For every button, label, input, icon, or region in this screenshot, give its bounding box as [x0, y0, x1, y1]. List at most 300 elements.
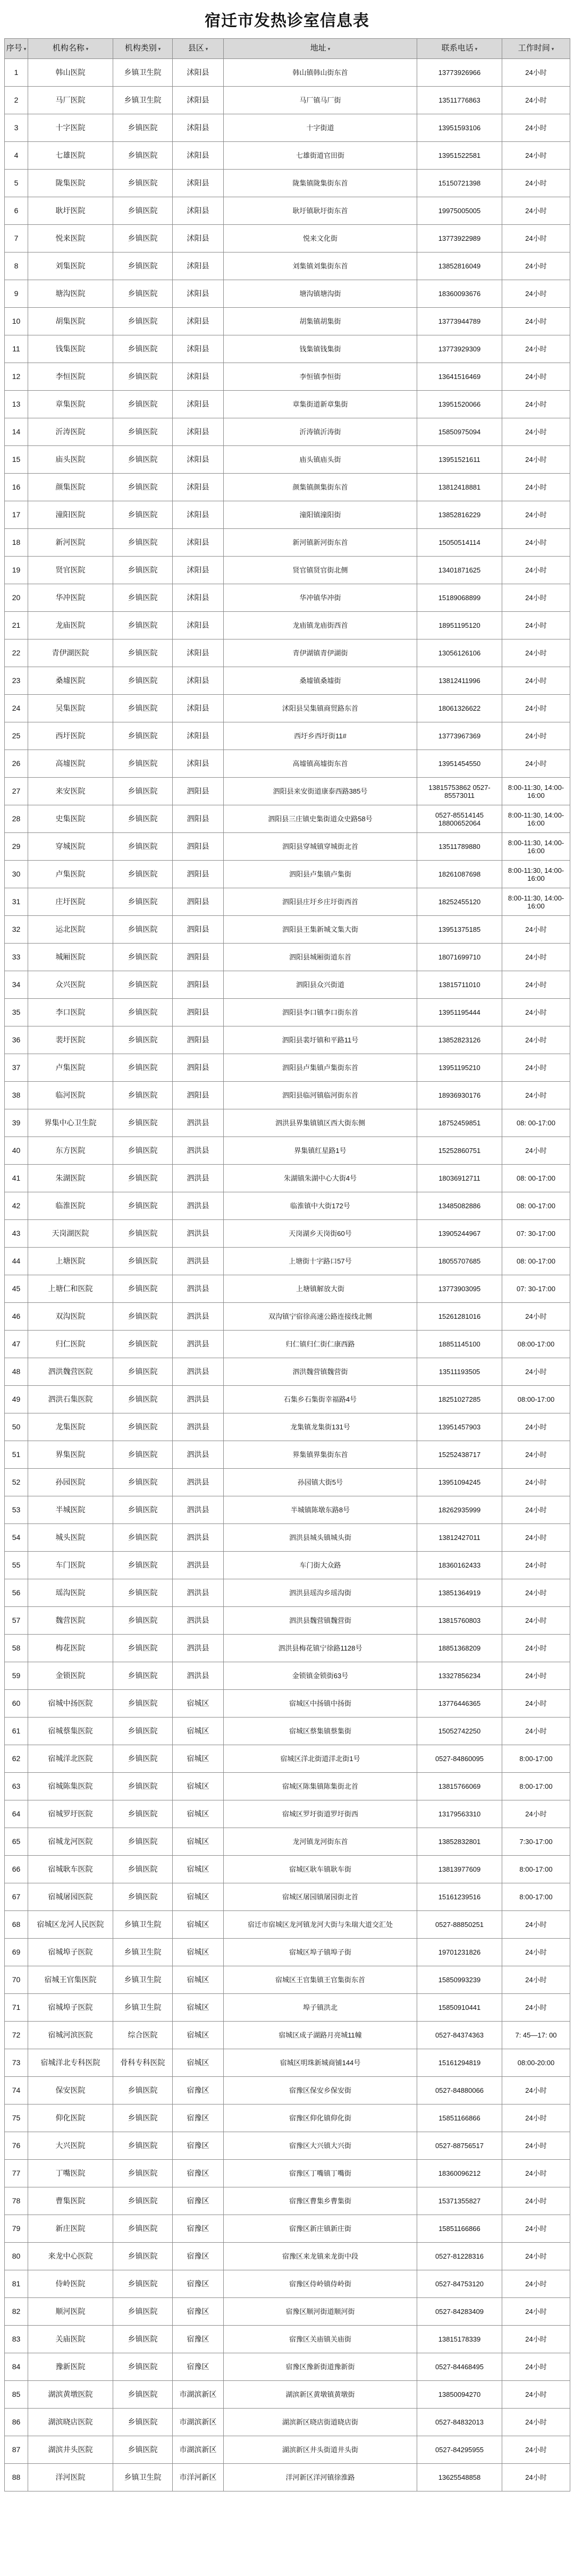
- cell-address: 界集镇界集街东首: [224, 1441, 417, 1469]
- cell-phone: 15850975094: [417, 418, 502, 446]
- cell-category: 乡镇医院: [113, 2381, 173, 2409]
- table-row: [5, 612, 570, 639]
- cell-phone: 15851166866: [417, 2215, 502, 2243]
- cell-hours: 8:00-11:30, 14:00-16:00: [502, 833, 570, 861]
- cell-index: 85: [5, 2381, 28, 2409]
- cell-county: 市湖滨新区: [173, 2409, 224, 2436]
- cell-category: 乡镇医院: [113, 778, 173, 805]
- cell-hours: 24小时: [502, 1137, 570, 1165]
- cell-county: 宿豫区: [173, 2353, 224, 2381]
- cell-institution: 运北医院: [28, 916, 113, 944]
- cell-phone: 0527-84880066: [417, 2077, 502, 2104]
- cell-institution: 豫新医院: [28, 2353, 113, 2381]
- cell-institution: 悦来医院: [28, 225, 113, 252]
- cell-county: 泗洪县: [173, 1496, 224, 1524]
- cell-institution: 众兴医院: [28, 971, 113, 999]
- cell-hours: 24小时: [502, 1054, 570, 1082]
- cell-category: 乡镇医院: [113, 142, 173, 170]
- cell-address: 洋河新区洋河镇徐淮路: [224, 2464, 417, 2491]
- table-row: [5, 805, 570, 833]
- cell-index: 8: [5, 252, 28, 280]
- cell-category: 综合医院: [113, 2022, 173, 2049]
- cell-phone: 13951520066: [417, 391, 502, 418]
- cell-county: 宿城区: [173, 1994, 224, 2022]
- table-row: [5, 2326, 570, 2353]
- table-row: [5, 2160, 570, 2187]
- cell-county: 泗阳县: [173, 778, 224, 805]
- cell-address: 临淮镇中大街172号: [224, 1192, 417, 1220]
- filter-arrow-icon[interactable]: ▾: [551, 46, 554, 52]
- cell-category: 乡镇医院: [113, 1469, 173, 1496]
- cell-county: 泗阳县: [173, 888, 224, 916]
- cell-institution: 上塘医院: [28, 1248, 113, 1275]
- cell-index: 51: [5, 1441, 28, 1469]
- cell-county: 沭阳县: [173, 252, 224, 280]
- cell-category: 乡镇医院: [113, 1524, 173, 1552]
- cell-county: 沭阳县: [173, 501, 224, 529]
- header-phone[interactable]: 联系电话 ▾: [417, 39, 502, 59]
- cell-county: 泗阳县: [173, 1054, 224, 1082]
- cell-hours: 8:00-11:30, 14:00-16:00: [502, 778, 570, 805]
- table-row: [5, 501, 570, 529]
- cell-category: 乡镇医院: [113, 667, 173, 695]
- cell-hours: 08: 00-17:00: [502, 1165, 570, 1192]
- cell-address: 泗洪县瑶沟乡瑶沟街: [224, 1579, 417, 1607]
- table-row: [5, 667, 570, 695]
- cell-address: 半城镇陈墩东路8号: [224, 1496, 417, 1524]
- cell-phone: 13815178339: [417, 2326, 502, 2353]
- table-row: [5, 1137, 570, 1165]
- cell-category: 乡镇医院: [113, 1248, 173, 1275]
- cell-category: 乡镇医院: [113, 308, 173, 335]
- cell-address: 龙河镇龙河街东首: [224, 1828, 417, 1856]
- cell-county: 泗洪县: [173, 1635, 224, 1662]
- cell-address: 龙庙镇龙庙街西首: [224, 612, 417, 639]
- cell-phone: 13951522581: [417, 142, 502, 170]
- cell-address: 双沟镇宁宿徐高速公路连接线北侧: [224, 1303, 417, 1331]
- cell-institution: 城厢医院: [28, 944, 113, 971]
- cell-phone: 15850910441: [417, 1994, 502, 2022]
- cell-address: 宿豫区侍岭镇侍岭街: [224, 2270, 417, 2298]
- cell-category: 乡镇医院: [113, 197, 173, 225]
- cell-address: 埠子镇洪北: [224, 1994, 417, 2022]
- cell-county: 沭阳县: [173, 695, 224, 722]
- cell-index: 88: [5, 2464, 28, 2491]
- cell-category: 乡镇医院: [113, 1635, 173, 1662]
- cell-institution: 钱集医院: [28, 335, 113, 363]
- cell-institution: 湖滨井头医院: [28, 2436, 113, 2464]
- cell-phone: 15261281016: [417, 1303, 502, 1331]
- cell-index: 4: [5, 142, 28, 170]
- cell-hours: 24小时: [502, 1496, 570, 1524]
- cell-hours: 24小时: [502, 1994, 570, 2022]
- filter-arrow-icon[interactable]: ▾: [158, 46, 161, 52]
- cell-category: 乡镇医院: [113, 2215, 173, 2243]
- cell-address: 塘沟镇塘沟街: [224, 280, 417, 308]
- filter-arrow-icon[interactable]: ▾: [475, 46, 478, 52]
- cell-hours: 24小时: [502, 971, 570, 999]
- table-row: [5, 529, 570, 557]
- cell-institution: 李恒医院: [28, 363, 113, 391]
- cell-index: 25: [5, 722, 28, 750]
- cell-index: 84: [5, 2353, 28, 2381]
- cell-index: 20: [5, 584, 28, 612]
- cell-hours: 24小时: [502, 225, 570, 252]
- cell-phone: 18360162433: [417, 1552, 502, 1579]
- cell-phone: 19975005005: [417, 197, 502, 225]
- cell-index: 74: [5, 2077, 28, 2104]
- cell-category: 乡镇医院: [113, 2270, 173, 2298]
- table-row: [5, 1469, 570, 1496]
- cell-category: 乡镇医院: [113, 750, 173, 778]
- table-row: [5, 1192, 570, 1220]
- cell-phone: 15189068899: [417, 584, 502, 612]
- cell-hours: 24小时: [502, 1358, 570, 1386]
- table-row: [5, 557, 570, 584]
- cell-hours: 24小时: [502, 2409, 570, 2436]
- cell-hours: 8:00-17:00: [502, 1883, 570, 1911]
- cell-index: 40: [5, 1137, 28, 1165]
- cell-category: 乡镇医院: [113, 1800, 173, 1828]
- cell-hours: 24小时: [502, 2298, 570, 2326]
- cell-institution: 半城医院: [28, 1496, 113, 1524]
- cell-index: 55: [5, 1552, 28, 1579]
- cell-institution: 东方医院: [28, 1137, 113, 1165]
- cell-phone: 0527-81228316: [417, 2243, 502, 2270]
- cell-hours: 08:00-17:00: [502, 1331, 570, 1358]
- cell-address: 归仁镇归仁街仁康西路: [224, 1331, 417, 1358]
- cell-index: 79: [5, 2215, 28, 2243]
- cell-category: 乡镇医院: [113, 1662, 173, 1690]
- cell-hours: 24小时: [502, 1441, 570, 1469]
- cell-category: 乡镇医院: [113, 446, 173, 474]
- cell-address: 庙头镇庙头街: [224, 446, 417, 474]
- cell-hours: 24小时: [502, 142, 570, 170]
- cell-institution: 颜集医院: [28, 474, 113, 501]
- cell-category: 乡镇医院: [113, 2104, 173, 2132]
- cell-institution: 宿城埠子医院: [28, 1939, 113, 1966]
- cell-institution: 桑墟医院: [28, 667, 113, 695]
- table-row: [5, 87, 570, 114]
- cell-phone: 13951195210: [417, 1054, 502, 1082]
- table-row: [5, 944, 570, 971]
- cell-county: 泗阳县: [173, 916, 224, 944]
- cell-institution: 宿城埠子医院: [28, 1994, 113, 2022]
- cell-index: 33: [5, 944, 28, 971]
- cell-institution: 西圩医院: [28, 722, 113, 750]
- cell-county: 沭阳县: [173, 308, 224, 335]
- cell-county: 沭阳县: [173, 335, 224, 363]
- cell-hours: 07: 30-17:00: [502, 1220, 570, 1248]
- cell-hours: 24小时: [502, 197, 570, 225]
- cell-phone: 18061326622: [417, 695, 502, 722]
- cell-phone: 13951375185: [417, 916, 502, 944]
- cell-address: 宿城区蔡集镇蔡集街: [224, 1718, 417, 1745]
- cell-phone: 15161239516: [417, 1883, 502, 1911]
- cell-hours: 08: 00-17:00: [502, 1248, 570, 1275]
- cell-index: 44: [5, 1248, 28, 1275]
- cell-hours: 24小时: [502, 170, 570, 197]
- cell-county: 宿豫区: [173, 2298, 224, 2326]
- cell-category: 乡镇医院: [113, 1773, 173, 1800]
- cell-institution: 保安医院: [28, 2077, 113, 2104]
- cell-index: 34: [5, 971, 28, 999]
- cell-hours: 24小时: [502, 1082, 570, 1109]
- table-row: [5, 2104, 570, 2132]
- cell-institution: 侍岭医院: [28, 2270, 113, 2298]
- cell-address: 天岗湖乡天岗街60号: [224, 1220, 417, 1248]
- cell-institution: 顺河医院: [28, 2298, 113, 2326]
- cell-index: 83: [5, 2326, 28, 2353]
- cell-phone: 13773944789: [417, 308, 502, 335]
- cell-category: 乡镇医院: [113, 1275, 173, 1303]
- header-hours[interactable]: 工作时间 ▾: [502, 39, 570, 59]
- cell-address: 泗阳县裴圩镇和平路11号: [224, 1026, 417, 1054]
- cell-county: 泗阳县: [173, 971, 224, 999]
- cell-index: 71: [5, 1994, 28, 2022]
- cell-hours: 24小时: [502, 1552, 570, 1579]
- cell-address: 宿城区成子湖路月亮城11幢: [224, 2022, 417, 2049]
- cell-county: 泗洪县: [173, 1137, 224, 1165]
- cell-index: 64: [5, 1800, 28, 1828]
- table-row: [5, 833, 570, 861]
- cell-phone: 13951521611: [417, 446, 502, 474]
- cell-county: 泗洪县: [173, 1331, 224, 1358]
- table-row: [5, 1745, 570, 1773]
- cell-address: 石集乡石集街幸福路4号: [224, 1386, 417, 1413]
- cell-county: 泗阳县: [173, 1082, 224, 1109]
- header-category[interactable]: 机构类别 ▾: [113, 39, 173, 59]
- cell-county: 宿城区: [173, 1883, 224, 1911]
- cell-institution: 界集中心卫生院: [28, 1109, 113, 1137]
- cell-index: 32: [5, 916, 28, 944]
- table-row: [5, 1496, 570, 1524]
- cell-phone: 13951454550: [417, 750, 502, 778]
- cell-address: 孙园镇大街5号: [224, 1469, 417, 1496]
- cell-category: 乡镇医院: [113, 557, 173, 584]
- cell-address: 泗阳县众兴街道: [224, 971, 417, 999]
- cell-hours: 24小时: [502, 114, 570, 142]
- cell-category: 骨科专科医院: [113, 2049, 173, 2077]
- filter-arrow-icon[interactable]: ▾: [23, 46, 27, 52]
- cell-index: 36: [5, 1026, 28, 1054]
- cell-category: 乡镇医院: [113, 584, 173, 612]
- cell-address: 章集街道新章集街: [224, 391, 417, 418]
- cell-county: 宿城区: [173, 1828, 224, 1856]
- cell-index: 18: [5, 529, 28, 557]
- cell-address: 龙集镇龙集街131号: [224, 1413, 417, 1441]
- cell-institution: 丁嘴医院: [28, 2160, 113, 2187]
- cell-address: 钱集镇钱集街: [224, 335, 417, 363]
- table-row: [5, 1413, 570, 1441]
- cell-category: 乡镇医院: [113, 1496, 173, 1524]
- cell-county: 宿豫区: [173, 2326, 224, 2353]
- header-county[interactable]: 县区 ▾: [173, 39, 224, 59]
- cell-phone: 15252438717: [417, 1441, 502, 1469]
- cell-address: 宿城区明珠新城商铺144号: [224, 2049, 417, 2077]
- cell-phone: 13852816229: [417, 501, 502, 529]
- cell-category: 乡镇医院: [113, 612, 173, 639]
- cell-county: 宿豫区: [173, 2187, 224, 2215]
- cell-phone: 13485082886: [417, 1192, 502, 1220]
- cell-address: 宿豫区保安乡保安街: [224, 2077, 417, 2104]
- cell-index: 16: [5, 474, 28, 501]
- cell-institution: 新河医院: [28, 529, 113, 557]
- cell-hours: 24小时: [502, 2215, 570, 2243]
- cell-category: 乡镇医院: [113, 501, 173, 529]
- cell-address: 泗阳县穿城镇穿城街北首: [224, 833, 417, 861]
- cell-phone: 13815766069: [417, 1773, 502, 1800]
- cell-phone: 13773926966: [417, 59, 502, 87]
- cell-phone: 0527-88850251: [417, 1911, 502, 1939]
- cell-county: 市湖滨新区: [173, 2381, 224, 2409]
- cell-phone: 13905244967: [417, 1220, 502, 1248]
- cell-hours: 24小时: [502, 529, 570, 557]
- cell-hours: 24小时: [502, 584, 570, 612]
- cell-institution: 耿圩医院: [28, 197, 113, 225]
- cell-institution: 车门医院: [28, 1552, 113, 1579]
- cell-county: 沭阳县: [173, 142, 224, 170]
- cell-hours: 8:00-17:00: [502, 1856, 570, 1883]
- cell-address: 朱湖镇朱湖中心大街4号: [224, 1165, 417, 1192]
- cell-category: 乡镇医院: [113, 695, 173, 722]
- cell-county: 沭阳县: [173, 667, 224, 695]
- cell-hours: 7:30-17:00: [502, 1828, 570, 1856]
- cell-index: 14: [5, 418, 28, 446]
- cell-category: 乡镇医院: [113, 1192, 173, 1220]
- cell-phone: 13815711010: [417, 971, 502, 999]
- cell-address: 湖滨新区井头街道井头街: [224, 2436, 417, 2464]
- cell-hours: 24小时: [502, 2464, 570, 2491]
- cell-category: 乡镇医院: [113, 999, 173, 1026]
- cell-category: 乡镇医院: [113, 1718, 173, 1745]
- cell-phone: 18360093676: [417, 280, 502, 308]
- cell-county: 宿城区: [173, 1966, 224, 1994]
- cell-phone: 18360096212: [417, 2160, 502, 2187]
- cell-index: 29: [5, 833, 28, 861]
- cell-phone: 18036912711: [417, 1165, 502, 1192]
- cell-index: 67: [5, 1883, 28, 1911]
- cell-category: 乡镇医院: [113, 335, 173, 363]
- cell-county: 宿豫区: [173, 2077, 224, 2104]
- cell-category: 乡镇医院: [113, 1026, 173, 1054]
- cell-phone: 13812427011: [417, 1524, 502, 1552]
- cell-phone: 0527-88756517: [417, 2132, 502, 2160]
- cell-institution: 李口医院: [28, 999, 113, 1026]
- cell-index: 69: [5, 1939, 28, 1966]
- cell-institution: 卢集医院: [28, 1054, 113, 1082]
- table-row: [5, 335, 570, 363]
- cell-address: 陇集镇陇集街东首: [224, 170, 417, 197]
- table-row: [5, 750, 570, 778]
- cell-institution: 胡集医院: [28, 308, 113, 335]
- cell-category: 乡镇医院: [113, 1331, 173, 1358]
- cell-category: 乡镇医院: [113, 2187, 173, 2215]
- cell-institution: 宿城蔡集医院: [28, 1718, 113, 1745]
- table-row: [5, 225, 570, 252]
- cell-institution: 宿城洋北医院: [28, 1745, 113, 1773]
- cell-hours: 24小时: [502, 1413, 570, 1441]
- cell-phone: 15050514114: [417, 529, 502, 557]
- cell-institution: 华冲医院: [28, 584, 113, 612]
- cell-phone: 15052742250: [417, 1718, 502, 1745]
- table-row: [5, 2270, 570, 2298]
- cell-county: 沭阳县: [173, 197, 224, 225]
- cell-address: 宿城区王官集镇王官集街东首: [224, 1966, 417, 1994]
- cell-hours: 24小时: [502, 1579, 570, 1607]
- cell-address: 泗阳县三庄镇史集街道众史路58号: [224, 805, 417, 833]
- cell-address: 贤官镇贤官街北侧: [224, 557, 417, 584]
- cell-index: 87: [5, 2436, 28, 2464]
- cell-hours: 24小时: [502, 2104, 570, 2132]
- cell-county: 泗阳县: [173, 861, 224, 888]
- cell-address: 泗洪魏营镇魏营街: [224, 1358, 417, 1386]
- cell-address: 车门街大众路: [224, 1552, 417, 1579]
- cell-phone: 18252455120: [417, 888, 502, 916]
- cell-index: 12: [5, 363, 28, 391]
- cell-category: 乡镇医院: [113, 1303, 173, 1331]
- cell-address: 宿豫区顺河街道顺河街: [224, 2298, 417, 2326]
- cell-index: 59: [5, 1662, 28, 1690]
- table-row: [5, 308, 570, 335]
- cell-index: 52: [5, 1469, 28, 1496]
- cell-phone: 18936930176: [417, 1082, 502, 1109]
- cell-hours: 24小时: [502, 944, 570, 971]
- cell-address: 泗阳县李口镇李口街东首: [224, 999, 417, 1026]
- cell-category: 乡镇医院: [113, 252, 173, 280]
- header-institution[interactable]: 机构名称 ▾: [28, 39, 113, 59]
- table-row: [5, 1939, 570, 1966]
- cell-institution: 宿城屠园医院: [28, 1883, 113, 1911]
- cell-county: 宿豫区: [173, 2104, 224, 2132]
- table-row: [5, 1856, 570, 1883]
- filter-arrow-icon[interactable]: ▾: [205, 46, 208, 52]
- filter-arrow-icon[interactable]: ▾: [327, 46, 331, 52]
- cell-category: 乡镇医院: [113, 1137, 173, 1165]
- cell-county: 沭阳县: [173, 391, 224, 418]
- cell-category: 乡镇医院: [113, 639, 173, 667]
- table-row: [5, 363, 570, 391]
- cell-institution: 梅花医院: [28, 1635, 113, 1662]
- filter-arrow-icon[interactable]: ▾: [86, 46, 89, 52]
- table-row: [5, 1773, 570, 1800]
- cell-hours: 24小时: [502, 722, 570, 750]
- cell-county: 宿城区: [173, 2022, 224, 2049]
- header-index[interactable]: 序号 ▾: [5, 39, 28, 59]
- cell-hours: 24小时: [502, 2381, 570, 2409]
- cell-category: 乡镇医院: [113, 1552, 173, 1579]
- cell-institution: 泗洪石集医院: [28, 1386, 113, 1413]
- cell-hours: 24小时: [502, 363, 570, 391]
- cell-institution: 双沟医院: [28, 1303, 113, 1331]
- cell-index: 31: [5, 888, 28, 916]
- cell-address: 胡集镇胡集街: [224, 308, 417, 335]
- cell-county: 泗阳县: [173, 805, 224, 833]
- cell-address: 沭阳县吴集镇商贸路东首: [224, 695, 417, 722]
- cell-index: 50: [5, 1413, 28, 1441]
- cell-category: 乡镇医院: [113, 833, 173, 861]
- cell-address: 宿迁市宿城区龙河镇龙河大街与朱瑞大道交汇处: [224, 1911, 417, 1939]
- table-row: [5, 418, 570, 446]
- cell-address: 青伊湖镇青伊湖街: [224, 639, 417, 667]
- header-address[interactable]: 地址 ▾: [224, 39, 417, 59]
- table-row: [5, 2298, 570, 2326]
- table-row: [5, 2187, 570, 2215]
- cell-institution: 湖滨黄墩医院: [28, 2381, 113, 2409]
- cell-phone: 18851145100: [417, 1331, 502, 1358]
- cell-county: 泗洪县: [173, 1109, 224, 1137]
- cell-address: 十字街道: [224, 114, 417, 142]
